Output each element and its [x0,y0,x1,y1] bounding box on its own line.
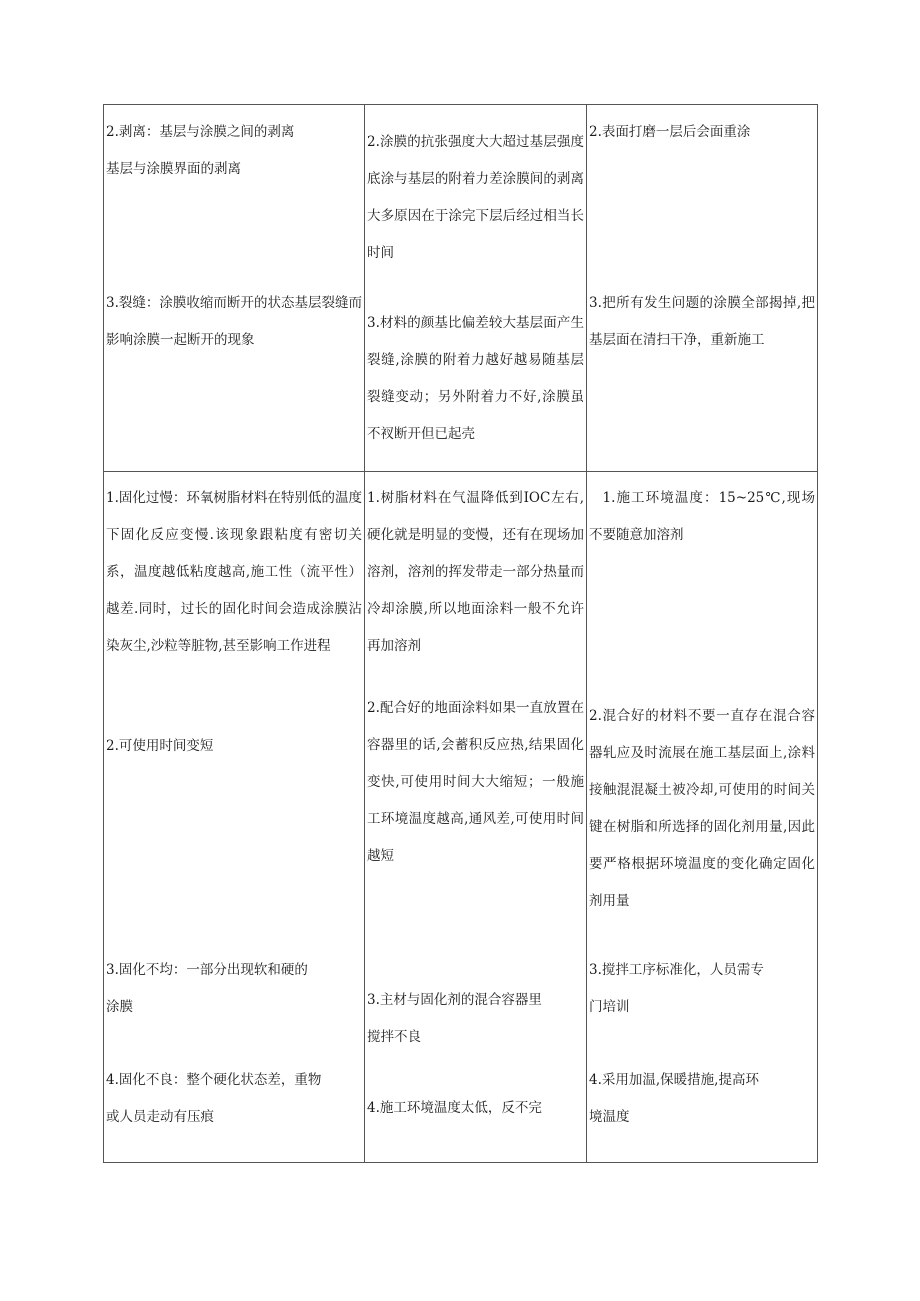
defect-table [103,104,818,1163]
remedy-slow-cure: 1.施工环境温度：15~25℃,现场不要随意加溶剂 [589,490,815,543]
cause-poor-cure: 4.施工环境温度太低，反不完 [367,1100,542,1116]
remedy-cell [587,105,818,472]
cause-cell [365,105,587,472]
cause-short-pot-life: 2.配合好的地面涂料如果一直放置在容器里的话,会蓄积反应热,结果固化变快,可使用时间大大缩短；一般施工环境温度越高,通风差,可使用时间越短 [367,700,584,864]
cause-uneven-cure: 3.主材与固化剂的混合容器里 搅拌不良 [367,992,542,1045]
symptom-uneven-cure: 3.固化不均：一部分出现软和硬的 涂膜 [106,962,308,1015]
remedy-uneven-cure: 3.搅拌工序标准化，人员需专 门培训 [589,962,764,1015]
table-row [104,472,818,1163]
remedy-cracking: 3.把所有发生问题的涂膜全部揭掉,把基层面在清扫干净，重新施工 [589,295,815,348]
symptom-cell [104,472,365,1163]
symptom-slow-cure: 1.固化过慢：环氧树脂材料在特别低的温度下固化反应变慢.该现象跟粘度有密切关系，温度越低粘度越高,施工性（流平性）越差.同时，过长的固化时间会造成涂膜沾染灰尘,沙粒等脏物,甚至影响工作进程 [106,490,362,654]
remedy-short-pot-life: 2.混合好的材料不要一直存在混合容器轧应及时流展在施工基层面上,涂料接触混混凝土被冷却,可使用的时间关键在树脂和所选择的固化剂用量,因此要严格根据环境温度的变化确定固化剂用量 [589,708,815,909]
table-row [104,105,818,472]
remedy-peeling: 2.表面打磨一层后会面重涂 [589,124,751,140]
symptom-peeling: 2.剥离：基层与涂膜之间的剥离 基层与涂膜界面的剥离 [106,124,295,177]
remedy-cell [587,472,818,1163]
symptom-poor-cure: 4.固化不良：整个硬化状态差，重物 或人员走动有压痕 [106,1072,322,1125]
cause-peeling: 2.涂膜的抗张强度大大超过基层强度底涂与基层的附着力差涂膜间的剥离大多原因在于涂完下层后经过相当长时间 [367,134,584,261]
symptom-cell [104,105,365,472]
cause-slow-cure: 1.树脂材料在气温降低到IOC左右,硬化就是明显的变慢，还有在现场加溶剂，溶剂的挥发带走一部分热量而冷却涂膜,所以地面涂料一般不允许再加溶剂 [367,490,584,654]
symptom-cracking: 3.裂缝：涂膜收缩而断开的状态基层裂缝而影响涂膜一起断开的现象 [106,295,362,348]
cause-cracking: 3.材料的颜基比偏差较大基层面产生裂缝,涂膜的附着力越好越易随基层裂缝变动；另外附着力不好,涂膜虽不衩断开但已起壳 [367,315,584,442]
symptom-short-pot-life: 2.可使用时间变短 [106,738,214,754]
remedy-poor-cure: 4.采用加温,保暖措施,提高环 境温度 [589,1072,759,1125]
cause-cell [365,472,587,1163]
